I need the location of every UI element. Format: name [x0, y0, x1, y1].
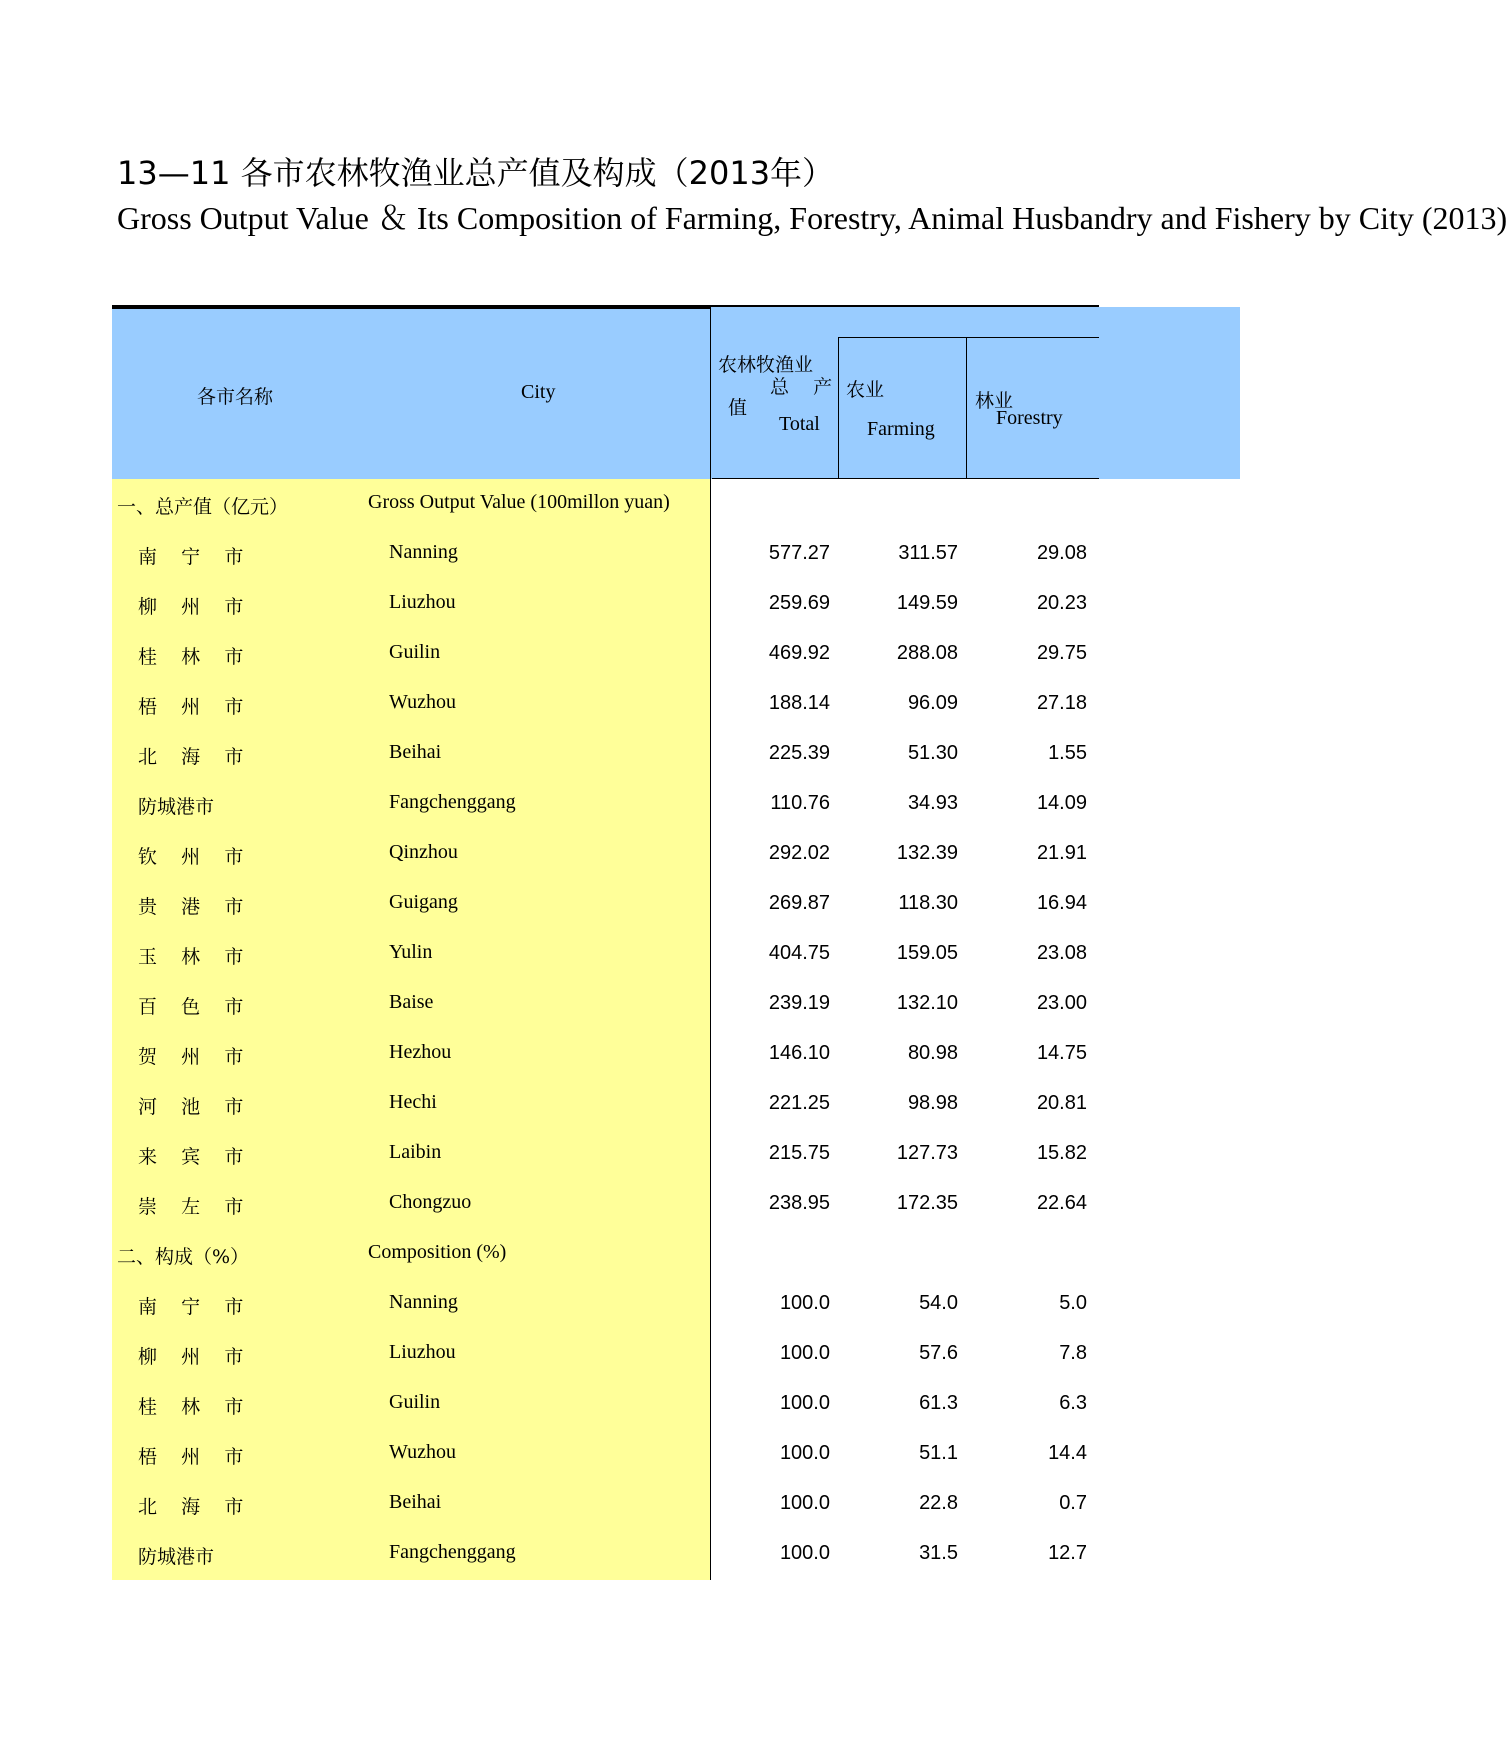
city-name-cn: 南 宁 市 [138, 1296, 244, 1318]
city-name-cn: 防城港市 [138, 796, 215, 818]
forestry-value: 20.23 [1036, 592, 1087, 614]
total-value: 269.87 [768, 892, 830, 914]
farming-value: 80.98 [907, 1042, 958, 1064]
header-total-cn-1: 农林牧渔业 [718, 354, 814, 376]
city-name-cn: 贵 港 市 [138, 896, 244, 918]
header-city-en: City [521, 381, 556, 403]
forestry-value: 14.4 [1048, 1442, 1087, 1464]
table-row [112, 1179, 1099, 1229]
forestry-value: 14.75 [1036, 1042, 1087, 1064]
total-value: 469.92 [768, 642, 830, 664]
city-name-cn: 崇 左 市 [138, 1196, 244, 1218]
table-row [112, 1279, 1099, 1329]
city-name-cn: 玉 林 市 [138, 946, 244, 968]
farming-value: 57.6 [919, 1342, 958, 1364]
city-name-en: Beihai [389, 741, 442, 763]
total-value: 215.75 [768, 1142, 830, 1164]
city-name-en: Guilin [389, 1391, 441, 1413]
total-value: 238.95 [768, 1192, 830, 1214]
city-name-en: Guigang [389, 891, 458, 913]
city-name-cn: 柳 州 市 [138, 596, 244, 618]
city-name-cn: 南 宁 市 [138, 546, 244, 568]
forestry-value: 7.8 [1059, 1342, 1087, 1364]
forestry-value: 1.55 [1048, 742, 1087, 764]
section-label-en: Gross Output Value (100millon yuan) [368, 491, 670, 513]
total-value: 292.02 [768, 842, 830, 864]
total-value: 259.69 [768, 592, 830, 614]
forestry-value: 15.82 [1036, 1142, 1087, 1164]
table-row [112, 1379, 1099, 1429]
city-name-en: Yulin [389, 941, 433, 963]
city-name-cn: 北 海 市 [138, 1496, 244, 1518]
city-name-en: Guilin [389, 641, 441, 663]
city-name-cn: 贺 州 市 [138, 1046, 244, 1068]
city-name-cn: 柳 州 市 [138, 1346, 244, 1368]
forestry-value: 27.18 [1036, 692, 1087, 714]
header-farming-en: Farming [867, 418, 935, 440]
city-name-en: Beihai [389, 1491, 442, 1513]
total-value: 146.10 [768, 1042, 830, 1064]
farming-value: 311.57 [898, 542, 958, 564]
total-value: 100.0 [779, 1292, 830, 1314]
total-value: 100.0 [779, 1342, 830, 1364]
table-row [112, 1029, 1099, 1079]
table-row [112, 1129, 1099, 1179]
table-row [112, 929, 1099, 979]
city-name-en: Hezhou [389, 1041, 452, 1063]
city-name-en: Liuzhou [389, 591, 456, 613]
city-name-en: Laibin [389, 1141, 442, 1163]
page-title-cn: 13—11 各市农林牧渔业总产值及构成（2013年） [117, 154, 835, 192]
city-name-cn: 桂 林 市 [138, 646, 244, 668]
section-label-cn: 二、构成（%） [117, 1246, 250, 1268]
city-name-cn: 桂 林 市 [138, 1396, 244, 1418]
table-row [112, 979, 1099, 1029]
forestry-value: 21.91 [1036, 842, 1087, 864]
table-row [112, 729, 1099, 779]
header-city-cn: 各市名称 [197, 386, 274, 408]
farming-value: 54.0 [919, 1292, 958, 1314]
header-farming-cn: 农业 [846, 379, 885, 401]
section-heading-gross-output [112, 479, 1099, 529]
table-row [112, 1329, 1099, 1379]
table-row [112, 579, 1099, 629]
farming-value: 34.93 [907, 792, 958, 814]
total-value: 221.25 [768, 1092, 830, 1114]
city-name-en: Liuzhou [389, 1341, 456, 1363]
table-row [112, 1429, 1099, 1479]
farming-value: 172.35 [896, 1192, 958, 1214]
total-value: 100.0 [779, 1492, 830, 1514]
farming-value: 98.98 [907, 1092, 958, 1114]
total-value: 188.14 [768, 692, 830, 714]
city-name-cn: 河 池 市 [138, 1096, 244, 1118]
table-row [112, 529, 1099, 579]
farming-value: 96.09 [907, 692, 958, 714]
table-row [112, 679, 1099, 729]
farming-value: 61.3 [919, 1392, 958, 1414]
city-name-cn: 百 色 市 [138, 996, 244, 1018]
city-name-en: Wuzhou [389, 1441, 456, 1463]
forestry-value: 12.7 [1048, 1542, 1087, 1564]
total-value: 110.76 [770, 792, 830, 814]
city-name-en: Fangchenggang [389, 1541, 516, 1563]
farming-value: 31.5 [919, 1542, 958, 1564]
section-heading-composition [112, 1229, 1099, 1279]
table-row [112, 1479, 1099, 1529]
farming-value: 127.73 [896, 1142, 958, 1164]
city-name-en: Baise [389, 991, 434, 1013]
total-value: 404.75 [768, 942, 830, 964]
city-name-cn: 北 海 市 [138, 746, 244, 768]
forestry-value: 29.08 [1036, 542, 1087, 564]
farming-value: 132.39 [896, 842, 958, 864]
city-name-en: Nanning [389, 541, 458, 563]
forestry-value: 14.09 [1036, 792, 1087, 814]
city-name-cn: 钦 州 市 [138, 846, 244, 868]
city-name-cn: 防城港市 [138, 1546, 215, 1568]
farming-value: 51.1 [919, 1442, 958, 1464]
farming-value: 132.10 [896, 992, 958, 1014]
city-name-en: Fangchenggang [389, 791, 516, 813]
forestry-value: 23.00 [1036, 992, 1087, 1014]
city-name-cn: 来 宾 市 [138, 1146, 244, 1168]
table-row [112, 829, 1099, 879]
total-value: 225.39 [768, 742, 830, 764]
city-name-en: Chongzuo [389, 1191, 472, 1213]
total-value: 100.0 [779, 1442, 830, 1464]
table-row [112, 1079, 1099, 1129]
farming-value: 51.30 [907, 742, 958, 764]
city-name-en: Hechi [389, 1091, 437, 1113]
divider-total-farming [838, 337, 839, 479]
forestry-value: 20.81 [1036, 1092, 1087, 1114]
table-row [112, 1529, 1099, 1579]
header-forestry-en: Forestry [996, 407, 1063, 429]
subheader-top-border [838, 337, 1099, 338]
forestry-value: 6.3 [1059, 1392, 1087, 1414]
forestry-value: 23.08 [1036, 942, 1087, 964]
table-row [112, 779, 1099, 829]
forestry-value: 22.64 [1036, 1192, 1087, 1214]
total-value: 239.19 [768, 992, 830, 1014]
forestry-value: 5.0 [1059, 1292, 1087, 1314]
forestry-value: 16.94 [1036, 892, 1087, 914]
farming-value: 22.8 [919, 1492, 958, 1514]
city-name-cn: 梧 州 市 [138, 696, 244, 718]
section-label-cn: 一、总产值（亿元） [117, 496, 289, 518]
table-row [112, 879, 1099, 929]
header-total-en: Total [779, 413, 820, 435]
farming-value: 288.08 [896, 642, 958, 664]
city-name-cn: 梧 州 市 [138, 1446, 244, 1468]
forestry-value: 29.75 [1036, 642, 1087, 664]
table-row [112, 629, 1099, 679]
farming-value: 149.59 [896, 592, 958, 614]
total-value: 100.0 [779, 1392, 830, 1414]
city-name-en: Qinzhou [389, 841, 458, 863]
page-title-en: Gross Output Value ＆ Its Composition of Farming, Forestry, Animal Husbandry and Fishery by City (2013) [117, 200, 1507, 236]
city-name-en: Wuzhou [389, 691, 456, 713]
total-value: 577.27 [768, 542, 830, 564]
farming-value: 159.05 [896, 942, 958, 964]
forestry-value: 0.7 [1059, 1492, 1087, 1514]
farming-value: 118.30 [898, 892, 958, 914]
divider-farming-forestry [966, 337, 967, 479]
header-total-cn-2: 总 产 [770, 376, 833, 398]
header-total-cn-3: 值 [728, 397, 748, 419]
section-label-en: Composition (%) [368, 1241, 507, 1263]
total-value: 100.0 [779, 1542, 830, 1564]
city-name-en: Nanning [389, 1291, 458, 1313]
header-forestry-cn: 林业 [975, 390, 1014, 412]
